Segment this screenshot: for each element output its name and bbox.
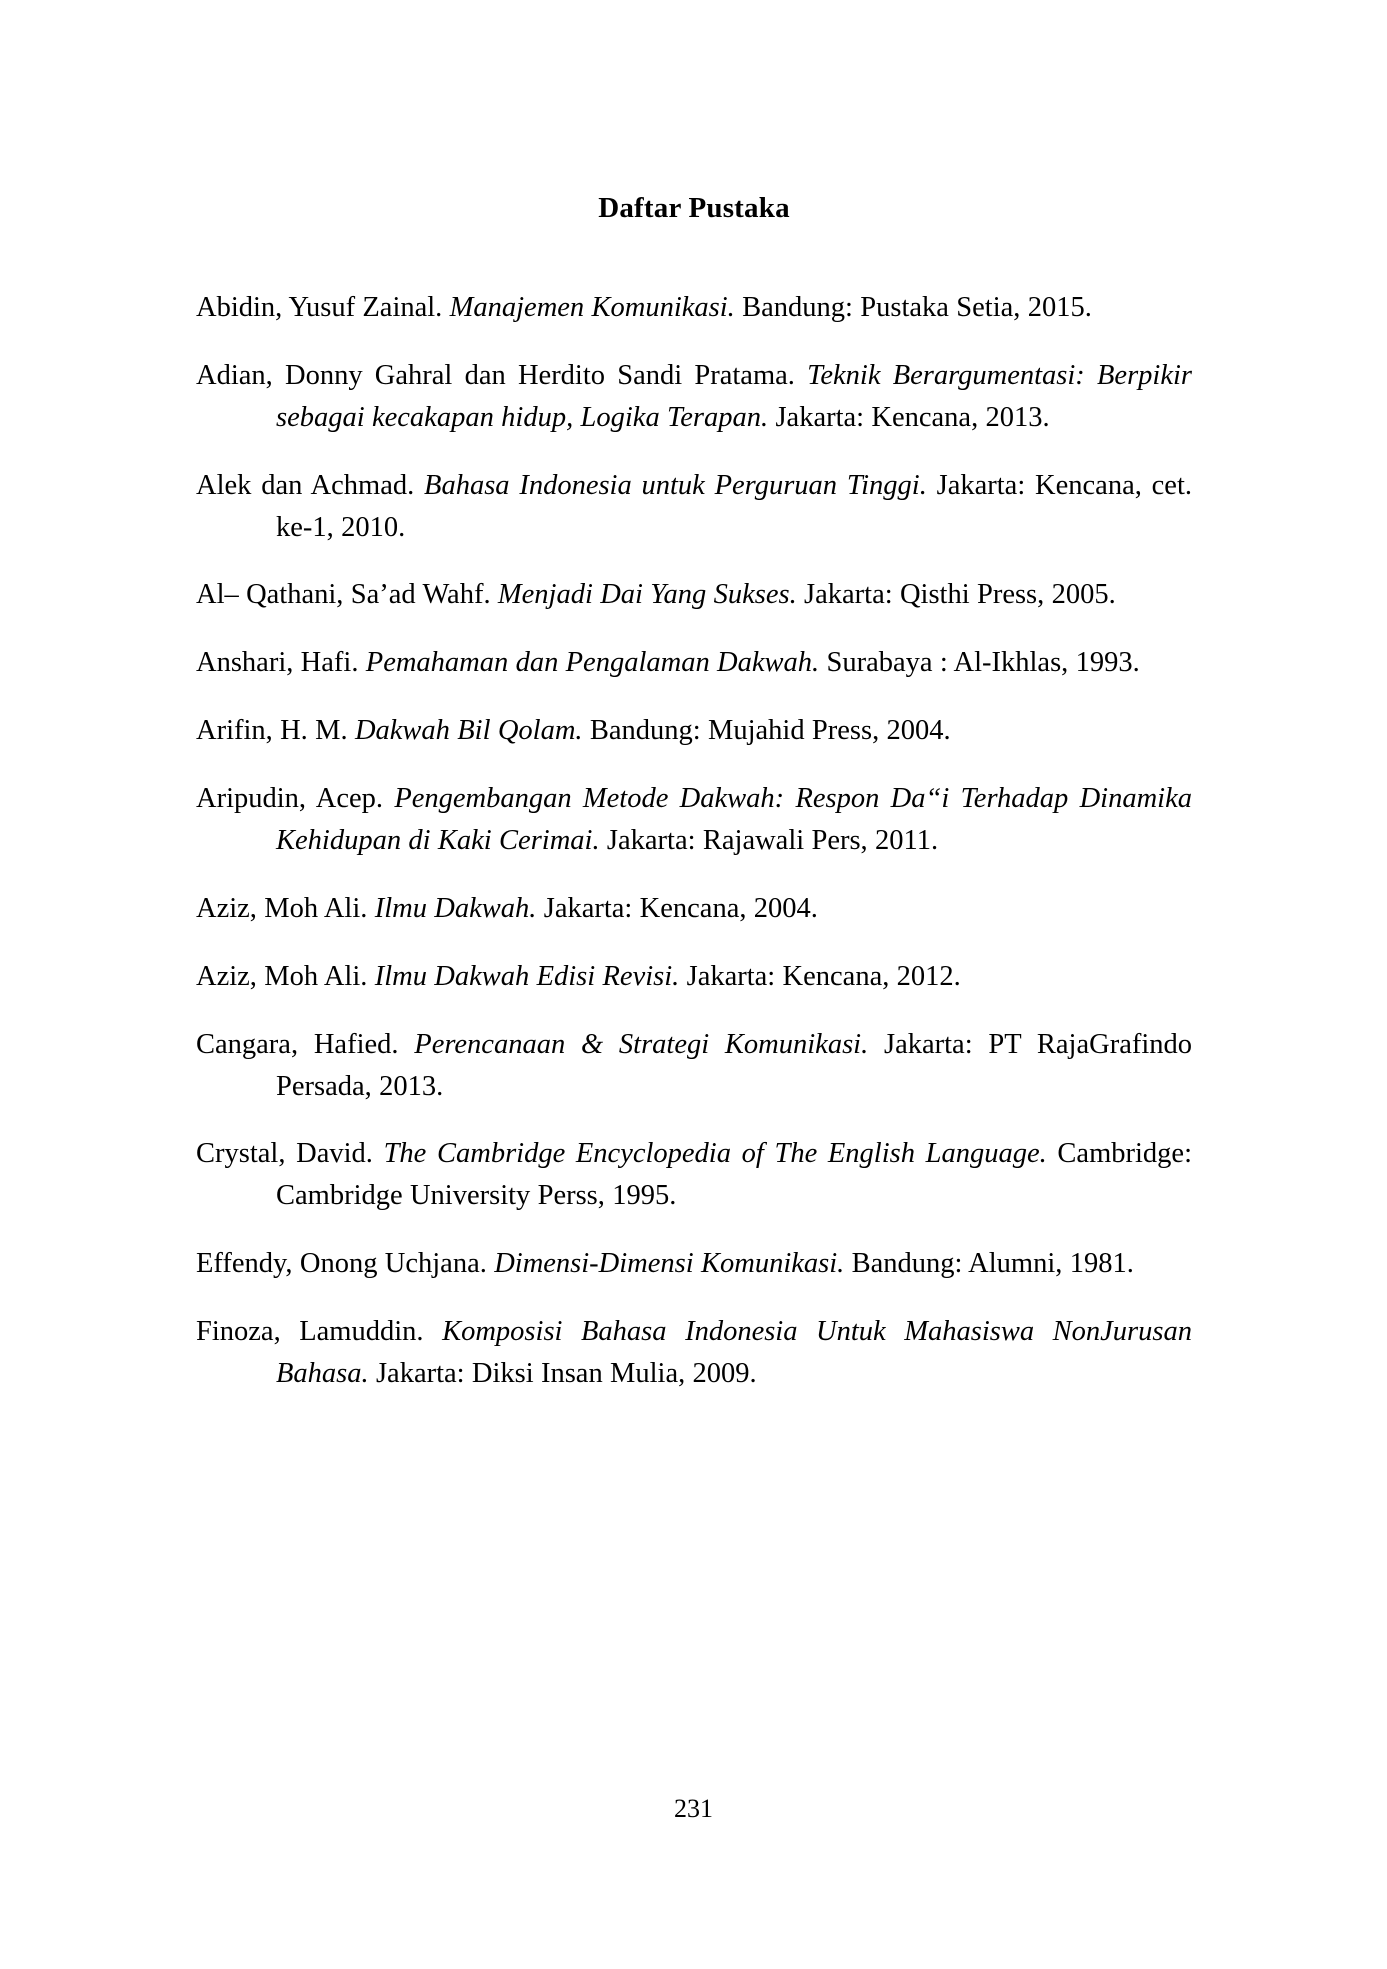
entry-text: Alek dan Achmad.: [196, 469, 425, 501]
bibliography-entry: [196, 355, 1192, 439]
entry-title-italic: The Cambridge Encyclopedia of The English Language.: [383, 1138, 1047, 1170]
bibliography-list: [196, 225, 1192, 1395]
entry-text: Bandung: Mujahid Press, 2004.: [582, 715, 951, 747]
entry-text: Aziz, Moh Ali.: [196, 892, 375, 924]
entry-title-italic: Perencanaan & Strategi Komunikasi.: [414, 1028, 869, 1060]
entry-text: Anshari, Hafi.: [196, 647, 366, 679]
entry-text: Jakarta: Diksi Insan Mulia, 2009.: [368, 1358, 757, 1390]
entry-text: Aziz, Moh Ali.: [196, 960, 375, 992]
entry-title-italic: Pengembangan Metode Dakwah: Respon Da“i Terhadap Dinamika Kehidupan di Kaki Cerimai.: [276, 783, 1192, 857]
entry-text: Jakarta: Kencana, 2013.: [768, 401, 1050, 433]
bibliography-entry: [196, 465, 1192, 549]
entry-text: Surabaya : Al-Ikhlas, 1993.: [819, 647, 1140, 679]
entry-title-italic: Manajemen Komunikasi.: [449, 292, 735, 323]
page-number: 231: [674, 1794, 713, 1823]
entry-text: Al– Qathani, Sa’ad Wahf.: [196, 579, 498, 611]
entry-text: Jakarta: PT RajaGrafindo Persada, 2013.: [276, 1028, 1193, 1102]
bibliography-entry: [196, 574, 1192, 616]
entry-text: Aripudin, Acep.: [196, 783, 395, 815]
bibliography-entry: [196, 956, 1192, 998]
bibliography-entry: [196, 888, 1192, 930]
entry-text: Adian, Donny Gahral dan Herdito Sandi Pratama.: [196, 359, 808, 391]
bibliography-entry: [196, 642, 1192, 684]
bibliography-entry: [196, 1133, 1192, 1217]
bibliography-entry: [196, 778, 1192, 862]
entry-text: Cambridge: Cambridge University Perss, 1995.: [276, 1138, 1192, 1212]
bibliography-entry: [196, 1243, 1192, 1285]
entry-text: Jakarta: Qisthi Press, 2005.: [796, 579, 1116, 611]
entry-title-italic: Bahasa Indonesia untuk Perguruan Tinggi.: [424, 469, 927, 501]
entry-title-italic: Dimensi-Dimensi Komunikasi.: [494, 1248, 845, 1280]
entry-title-italic: Komposisi Bahasa Indonesia Untuk Mahasiswa NonJurusan Bahasa.: [276, 1316, 1192, 1390]
entry-text: Bandung: Alumni, 1981.: [844, 1248, 1134, 1280]
entry-text: Abidin, Yusuf Zainal.: [196, 292, 450, 323]
bibliography-entry: [196, 710, 1192, 752]
entry-title-italic: Pemahaman dan Pengalaman Dakwah.: [365, 647, 820, 679]
bibliography-entry: [196, 1024, 1192, 1108]
entry-title-italic: Ilmu Dakwah.: [374, 892, 537, 924]
entry-text: Finoza, Lamuddin.: [196, 1316, 443, 1348]
entry-text: Jakarta: Kencana, cet. ke-1, 2010.: [276, 469, 1192, 543]
entry-title-italic: Ilmu Dakwah Edisi Revisi.: [374, 960, 680, 992]
entry-text: Bandung: Pustaka Setia, 2015.: [734, 292, 1092, 323]
entry-text: Jakarta: Kencana, 2004.: [536, 892, 818, 924]
entry-text: Jakarta: Kencana, 2012.: [679, 960, 961, 992]
entry-title-italic: Teknik Berargumentasi: Berpikir sebagai kecakapan hidup, Logika Terapan.: [276, 359, 1192, 433]
bibliography-entry: [196, 1311, 1192, 1395]
entry-title-italic: Menjadi Dai Yang Sukses.: [497, 579, 797, 611]
entry-text: Effendy, Onong Uchjana.: [196, 1248, 495, 1280]
page-title: Daftar Pustaka: [598, 192, 790, 224]
bibliography-entry: [196, 287, 1192, 329]
page-content: [196, 0, 1192, 1421]
entry-text: Crystal, David.: [196, 1138, 384, 1170]
entry-text: Cangara, Hafied.: [196, 1028, 415, 1060]
entry-text: Arifin, H. M.: [196, 715, 355, 747]
entry-text: Jakarta: Rajawali Pers, 2011.: [599, 825, 939, 857]
entry-title-italic: Dakwah Bil Qolam.: [354, 715, 583, 747]
